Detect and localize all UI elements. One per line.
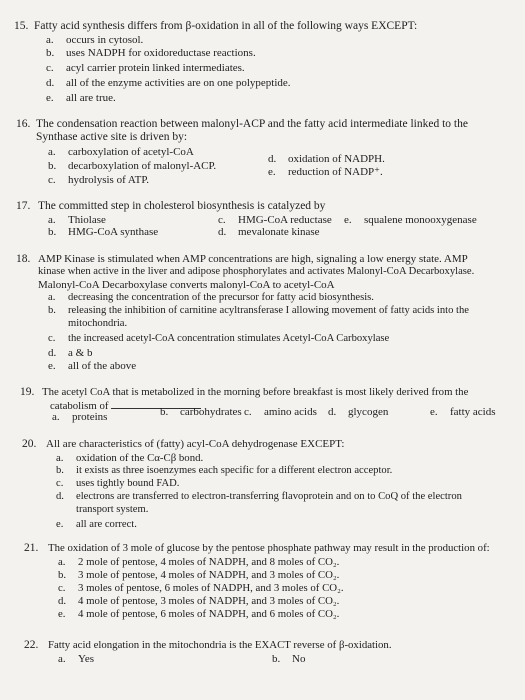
- option-e: e. squalene monooxygenase: [344, 214, 477, 226]
- option-c: c. uses tightly bound FAD.: [56, 478, 180, 489]
- option-c: c. the increased acetyl-CoA concentration stimulates Acetyl-CoA Carboxylase: [48, 333, 390, 344]
- option-b: b. No: [272, 653, 306, 665]
- option-a: a. Yes: [58, 653, 95, 665]
- question-number: 18.: [16, 253, 31, 265]
- option-a: a. proteins: [52, 411, 108, 423]
- question-stem-line-2: catabolism of: [50, 399, 201, 413]
- option-a: a. decreasing the concentration of the precursor for fatty acid biosynthesis.: [48, 292, 374, 303]
- option-b: b. 3 mole of pentose, 4 moles of NADPH, and 3 moles of CO₂.: [58, 569, 340, 581]
- question-stem-line-1: AMP Kinase is stimulated when AMP concentrations are high, signaling a low energy state. AMP: [38, 253, 468, 265]
- option-e: e. all are correct.: [56, 519, 137, 530]
- option-b: b. HMG-CoA synthase: [48, 226, 159, 238]
- question-stem: The committed step in cholesterol biosynthesis is catalyzed by: [38, 200, 326, 212]
- question-stem: All are characteristics of (fatty) acyl-CoA dehydrogenase EXCEPT:: [46, 438, 345, 450]
- option-a: a. oxidation of the Cα-Cβ bond.: [56, 452, 204, 464]
- option-d: d. glycogen: [328, 406, 389, 418]
- option-c: c. hydrolysis of ATP.: [48, 174, 149, 186]
- option-c: c. 3 moles of pentose, 6 moles of NADPH, and 3 moles of CO₂.: [58, 582, 344, 594]
- question-number: 16.: [16, 118, 31, 130]
- option-b: b. uses NADPH for oxidoreductase reactions.: [46, 47, 256, 59]
- option-b: b. releasing the inhibition of carnitine acyltransferase I allowing movement of fatty acids into the: [48, 305, 469, 316]
- option-d: d. electrons are transferred to electron-transferring flavoprotein and on to CoQ of the electron: [56, 491, 462, 502]
- option-b-continued: mitochondria.: [68, 318, 128, 329]
- question-stem-line-1: The condensation reaction between malonyl-ACP and the fatty acid intermediate linked to the: [36, 118, 468, 130]
- question-number: 15.: [14, 20, 29, 32]
- option-a: a. occurs in cytosol.: [46, 34, 144, 46]
- question-number: 20.: [22, 438, 37, 450]
- option-d: d. mevalonate kinase: [218, 226, 320, 238]
- option-c: c. HMG-CoA reductase: [218, 214, 332, 226]
- option-e: e. reduction of NADP⁺.: [268, 166, 383, 178]
- option-e: e. 4 mole of pentose, 6 moles of NADPH, and 6 moles of CO₂.: [58, 608, 340, 620]
- question-stem-line-3: Malonyl-CoA Decarboxylase converts malonyl-CoA to acetyl-CoA: [38, 279, 335, 291]
- question-stem: Fatty acid synthesis differs from β-oxidation in all of the following ways EXCEPT:: [34, 20, 418, 32]
- option-c: c. acyl carrier protein linked intermediates.: [46, 62, 245, 74]
- option-a: a. Thiolase: [48, 214, 106, 226]
- option-a: a. carboxylation of acetyl-CoA: [48, 146, 194, 158]
- question-number: 17.: [16, 200, 31, 212]
- question-stem: The oxidation of 3 mole of glucose by the pentose phosphate pathway may result in the production of:: [48, 542, 490, 554]
- question-number: 21.: [24, 542, 39, 554]
- option-a: a. 2 mole of pentose, 4 moles of NADPH, and 8 moles of CO₂.: [58, 556, 340, 568]
- option-c: c. amino acids: [244, 406, 317, 418]
- option-e: e. all are true.: [46, 92, 116, 104]
- option-e: e. all of the above: [48, 360, 137, 372]
- option-b: b. it exists as three isoenzymes each specific for a different electron acceptor.: [56, 465, 393, 476]
- option-d: d. all of the enzyme activities are on one polypeptide.: [46, 77, 291, 89]
- question-stem-line-2: Synthase active site is driven by:: [36, 131, 188, 143]
- question-number: 19.: [20, 386, 35, 398]
- question-stem-line-2: kinase when active in the liver and adipose phosphorylates and activates Malonyl-CoA Decarboxylase.: [38, 266, 475, 277]
- option-d: d. 4 mole of pentose, 3 moles of NADPH, and 3 moles of CO₂.: [58, 595, 340, 607]
- option-b: b. carbohydrates: [160, 406, 242, 418]
- question-stem-line-1: The acetyl CoA that is metabolized in the morning before breakfast is most likely derived from the: [42, 386, 469, 398]
- question-number: 22.: [24, 639, 39, 651]
- option-e: e. fatty acids: [430, 406, 496, 418]
- question-stem: Fatty acid elongation in the mitochondria is the EXACT reverse of β-oxidation.: [48, 639, 392, 651]
- option-d-continued: transport system.: [76, 504, 149, 515]
- option-b: b. decarboxylation of malonyl-ACP.: [48, 160, 217, 172]
- option-d: d. a & b: [48, 347, 93, 359]
- option-d: d. oxidation of NADPH.: [268, 153, 385, 165]
